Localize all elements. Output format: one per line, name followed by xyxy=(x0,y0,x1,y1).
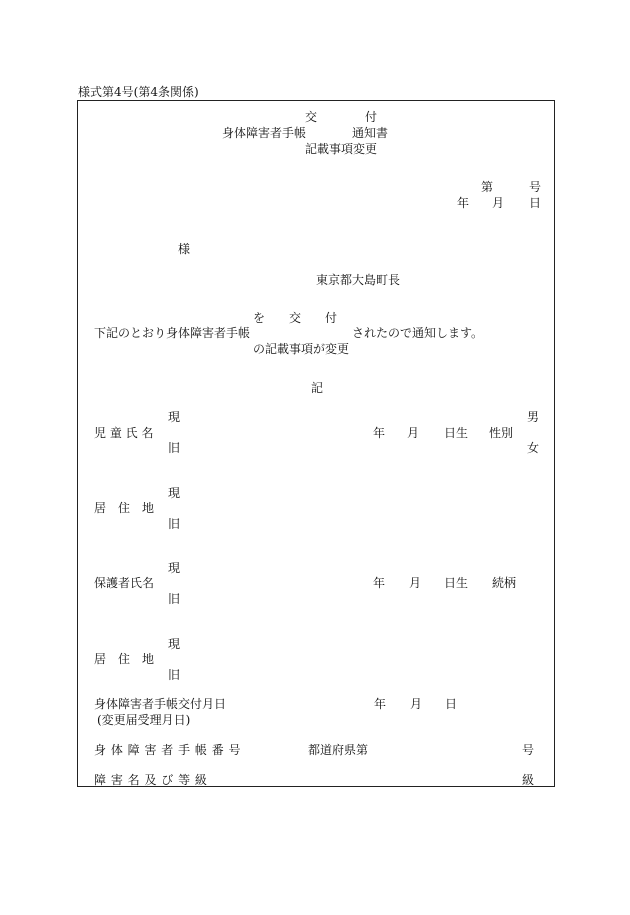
child-sex-male: 男 xyxy=(527,410,540,424)
booklet-number-label: 身 体 障 害 者 手 帳 番 号 xyxy=(94,743,242,757)
title-suffix: 通知書 xyxy=(352,126,389,140)
guardian-relation-label: 続柄 xyxy=(492,576,517,590)
issuer: 東京都大島町長 xyxy=(316,273,401,287)
date-month: 月 xyxy=(492,196,505,210)
ki-heading: 記 xyxy=(311,381,324,395)
guardian-name-current: 現 xyxy=(168,561,181,575)
number-dai: 第 xyxy=(481,180,494,194)
date-day: 日 xyxy=(529,196,542,210)
issue-date-month: 月 xyxy=(410,697,423,711)
disability-grade: 級 xyxy=(522,773,535,787)
number-go: 号 xyxy=(529,180,542,194)
child-name-current: 現 xyxy=(168,410,181,424)
child-birth-year: 年 xyxy=(373,426,386,440)
form-frame xyxy=(77,100,555,787)
guardian-name-old: 旧 xyxy=(168,592,181,606)
notice-option-issue: を 交 付 xyxy=(253,311,338,325)
booklet-number-go: 号 xyxy=(522,743,535,757)
booklet-prefecture: 都道府県第 xyxy=(308,743,369,757)
notice-trail: されたので通知します。 xyxy=(352,326,484,340)
issue-date-day: 日 xyxy=(445,697,458,711)
issue-date-label: 身体障害者手帳交付月日 xyxy=(94,697,227,711)
notice-option-change: の記載事項が変更 xyxy=(253,342,350,356)
child-address-current: 現 xyxy=(168,486,181,500)
guardian-birth-day: 日生 xyxy=(444,576,469,590)
child-sex-label: 性別 xyxy=(489,426,514,440)
title-main: 身体障害者手帳 xyxy=(222,126,307,140)
child-address-label: 居 住 地 xyxy=(94,501,155,515)
child-sex-female: 女 xyxy=(527,441,540,455)
addressee-sama: 様 xyxy=(178,242,191,256)
date-year: 年 xyxy=(457,196,470,210)
child-address-old: 旧 xyxy=(168,517,181,531)
child-birth-day: 日生 xyxy=(444,426,469,440)
child-name-label: 児 童 氏 名 xyxy=(94,426,154,440)
guardian-birth-month: 月 xyxy=(409,576,422,590)
disability-label: 障 害 名 及 び 等 級 xyxy=(94,773,208,787)
title-option-issue: 交 付 xyxy=(305,110,378,124)
guardian-address-current: 現 xyxy=(168,637,181,651)
guardian-address-old: 旧 xyxy=(168,668,181,682)
form-caption: 様式第4号(第4条関係) xyxy=(78,85,199,99)
guardian-name-label: 保護者氏名 xyxy=(94,576,155,590)
guardian-address-label: 居 住 地 xyxy=(94,652,155,666)
title-option-change: 記載事項変更 xyxy=(305,142,378,156)
guardian-birth-year: 年 xyxy=(373,576,386,590)
issue-date-year: 年 xyxy=(374,697,387,711)
notice-lead: 下記のとおり身体障害者手帳 xyxy=(94,326,251,340)
child-name-old: 旧 xyxy=(168,441,181,455)
child-birth-month: 月 xyxy=(407,426,420,440)
issue-date-sublabel: (変更届受理月日) xyxy=(97,713,191,727)
